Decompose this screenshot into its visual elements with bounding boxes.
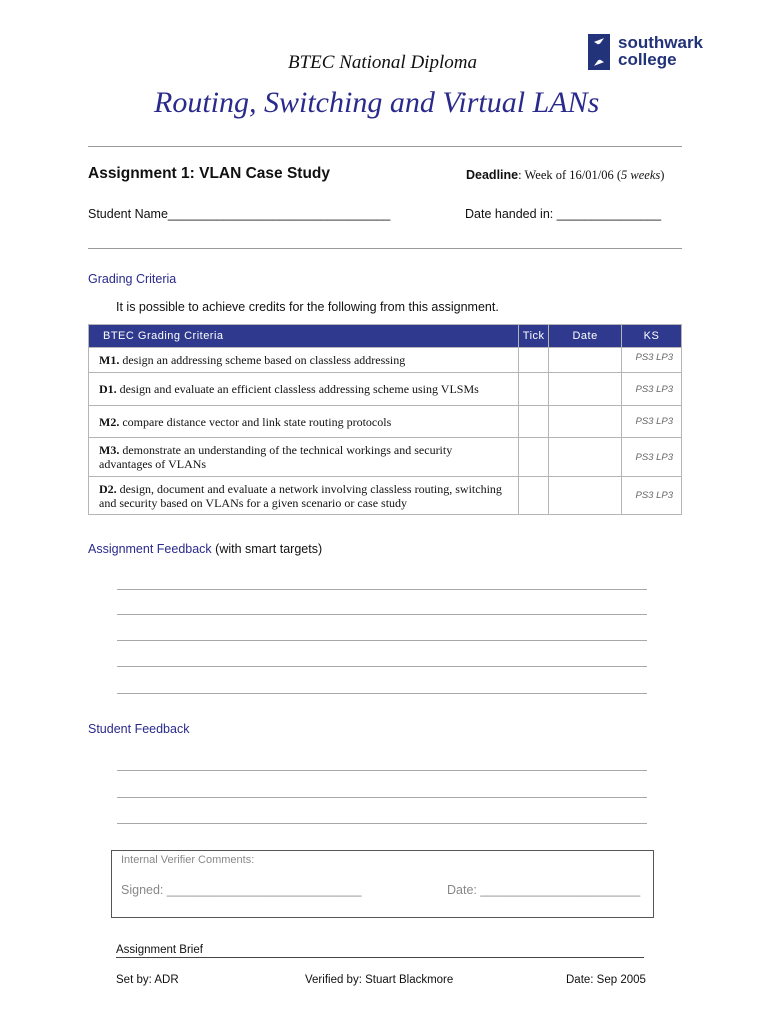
logo-text-line2: college bbox=[618, 50, 677, 69]
col-ks: KS bbox=[622, 325, 682, 348]
assignment-title: Assignment 1: VLAN Case Study bbox=[88, 165, 331, 182]
feedback-line[interactable] bbox=[117, 823, 647, 824]
deadline-value: : Week of 16/01/06 ( bbox=[518, 168, 622, 182]
grading-table-header bbox=[89, 325, 682, 348]
assignment-feedback-heading bbox=[88, 542, 322, 556]
feedback-line[interactable] bbox=[117, 614, 647, 615]
grading-table bbox=[88, 324, 682, 515]
col-criteria: BTEC Grading Criteria bbox=[89, 325, 519, 348]
criterion-text: compare distance vector and link state routing protocols bbox=[122, 414, 392, 429]
set-by: Set by: ADR bbox=[116, 974, 179, 986]
deadline-label: Deadline bbox=[466, 168, 519, 182]
feedback-line[interactable] bbox=[117, 693, 647, 694]
date-cell[interactable] bbox=[549, 373, 622, 406]
criterion-text: demonstrate an understanding of the technical workings and security advantages of VLANs bbox=[99, 443, 453, 471]
criterion-text: design an addressing scheme based on classless addressing bbox=[122, 353, 406, 367]
internal-verifier-box bbox=[111, 850, 654, 918]
divider-top bbox=[88, 146, 682, 147]
verifier-date-field[interactable]: Date: _______________________ bbox=[447, 883, 641, 897]
student-name-field[interactable]: Student Name________________________________ bbox=[88, 207, 391, 221]
col-tick: Tick bbox=[519, 325, 549, 348]
assignment-feedback-label: Assignment Feedback bbox=[88, 542, 216, 556]
brief-date: Date: Sep 2005 bbox=[566, 974, 646, 986]
date-cell[interactable] bbox=[549, 438, 622, 477]
feedback-line[interactable] bbox=[117, 640, 647, 641]
ks-cell: PS3 LP3 bbox=[622, 406, 682, 438]
footer-divider bbox=[116, 957, 644, 958]
deadline-close: ) bbox=[660, 168, 665, 182]
ks-cell: PS3 LP3 bbox=[622, 438, 682, 477]
tick-cell[interactable] bbox=[519, 348, 549, 373]
criterion-code: M2. bbox=[99, 414, 120, 429]
student-feedback-heading: Student Feedback bbox=[88, 722, 190, 736]
criterion-code: D2. bbox=[99, 481, 117, 496]
table-row bbox=[89, 373, 682, 406]
verifier-signed-field[interactable]: Signed: ____________________________ bbox=[121, 883, 362, 897]
criterion-cell bbox=[89, 438, 519, 477]
criterion-text: design and evaluate an efficient classless addressing scheme using VLSMs bbox=[119, 382, 479, 396]
feedback-line[interactable] bbox=[117, 589, 647, 590]
verifier-comments-label: Internal Verifier Comments: bbox=[121, 854, 255, 866]
col-date: Date bbox=[549, 325, 622, 348]
logo-mark-icon bbox=[588, 34, 610, 70]
criterion-code: M1. bbox=[99, 353, 120, 367]
criterion-cell bbox=[89, 406, 519, 438]
table-row bbox=[89, 438, 682, 477]
college-logo bbox=[588, 34, 718, 74]
date-cell[interactable] bbox=[549, 348, 622, 373]
criterion-cell bbox=[89, 373, 519, 406]
ks-cell: PS3 LP3 bbox=[622, 477, 682, 515]
grading-heading: Grading Criteria bbox=[88, 272, 177, 286]
criterion-cell bbox=[89, 477, 519, 515]
feedback-line[interactable] bbox=[117, 770, 647, 771]
feedback-line[interactable] bbox=[117, 666, 647, 667]
feedback-line[interactable] bbox=[117, 797, 647, 798]
assignment-feedback-suffix: (with smart targets) bbox=[215, 542, 323, 556]
deadline-duration: 5 weeks bbox=[621, 168, 661, 182]
tick-cell[interactable] bbox=[519, 438, 549, 477]
grading-intro: It is possible to achieve credits for the following from this assignment. bbox=[116, 300, 499, 314]
verified-by: Verified by: Stuart Blackmore bbox=[305, 974, 454, 986]
table-row bbox=[89, 406, 682, 438]
tick-cell[interactable] bbox=[519, 373, 549, 406]
assignment-brief-label: Assignment Brief bbox=[116, 944, 203, 956]
criterion-code: M3. bbox=[99, 443, 120, 457]
ks-cell: PS3 LP3 bbox=[622, 373, 682, 406]
course-subtitle: BTEC National Diploma bbox=[288, 52, 477, 73]
table-row bbox=[89, 348, 682, 373]
ks-cell: PS3 LP3 bbox=[622, 348, 682, 373]
criterion-cell bbox=[89, 348, 519, 373]
date-cell[interactable] bbox=[549, 406, 622, 438]
tick-cell[interactable] bbox=[519, 477, 549, 515]
logo-text-line1: southwark bbox=[618, 33, 704, 52]
date-cell[interactable] bbox=[549, 477, 622, 515]
date-handed-field[interactable]: Date handed in: _______________ bbox=[465, 207, 662, 221]
page-title: Routing, Switching and Virtual LANs bbox=[154, 86, 600, 119]
criterion-text: design, document and evaluate a network involving classless routing, switching and security based on VLANs for a given scenario or case study bbox=[99, 481, 502, 510]
tick-cell[interactable] bbox=[519, 406, 549, 438]
criterion-code: D1. bbox=[99, 382, 117, 396]
deadline bbox=[466, 168, 664, 183]
table-row bbox=[89, 477, 682, 515]
divider-mid bbox=[88, 248, 682, 249]
